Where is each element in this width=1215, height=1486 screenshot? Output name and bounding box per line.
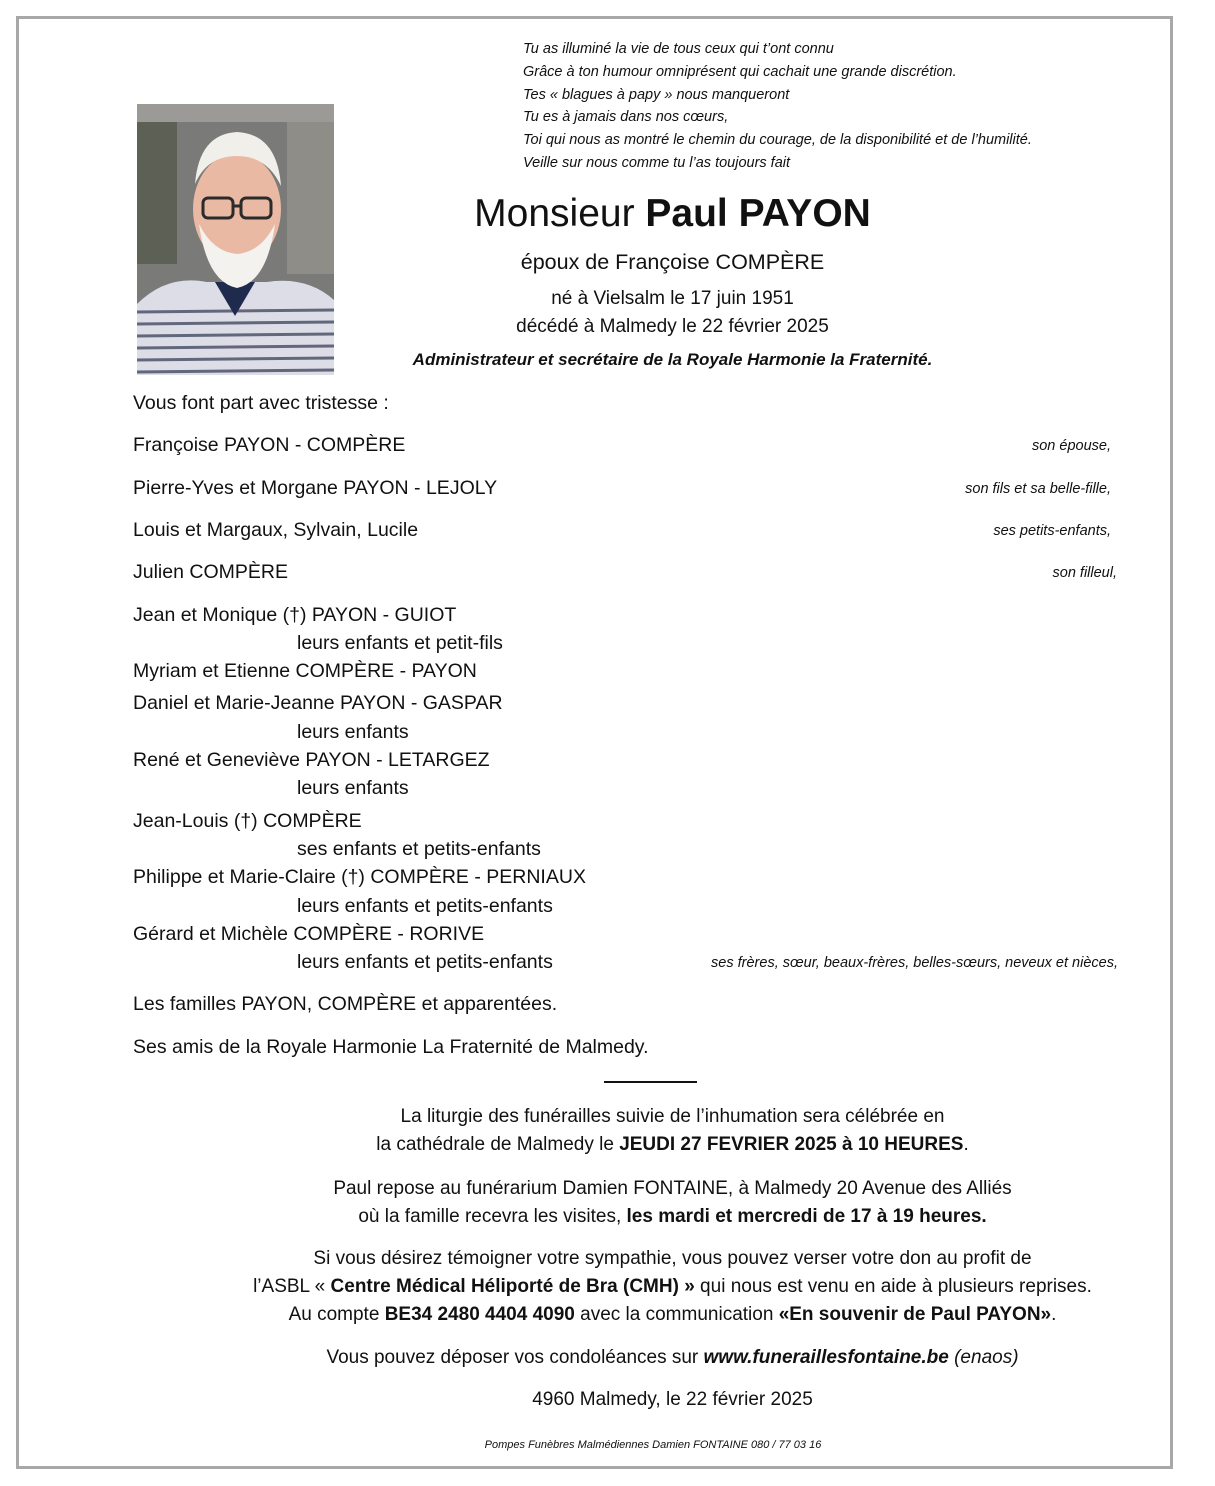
separator-line bbox=[604, 1081, 697, 1083]
family-member: leurs enfants et petits-enfants bbox=[297, 951, 553, 973]
family-member: Gérard et Michèle COMPÈRE - RORIVE bbox=[133, 923, 485, 945]
visitation-line: où la famille recevra les visites, les mardi et mercredi de 17 à 19 heures. bbox=[358, 1206, 987, 1227]
footer: Pompes Funèbres Malmédiennes Damien FONTAINE 080 / 77 03 16 bbox=[484, 1439, 822, 1451]
family-member: Pierre-Yves et Morgane PAYON - LEJOLY bbox=[133, 477, 498, 499]
condolences-line: Vous pouvez déposer vos condoléances sur www.funeraillesfontaine.be (enaos) bbox=[326, 1347, 1019, 1368]
poem-line: Tu as illuminé la vie de tous ceux qui t’ont connu bbox=[523, 41, 834, 57]
ceremony-line: la cathédrale de Malmedy le JEUDI 27 FEVRIER 2025 à 10 HEURES. bbox=[376, 1134, 969, 1155]
poem-line: Tu es à jamais dans nos cœurs, bbox=[523, 109, 729, 126]
condolences-link[interactable]: www.funeraillesfontaine.be bbox=[703, 1347, 949, 1368]
family-intro: Vous font part avec tristesse : bbox=[133, 392, 389, 414]
donation-line: l’ASBL « Centre Médical Héliporté de Bra (CMH) » qui nous est venu en aide à plusieurs reprises. bbox=[253, 1276, 1092, 1297]
family-member: Julien COMPÈRE bbox=[133, 561, 288, 583]
relation-label: son épouse, bbox=[1031, 438, 1111, 454]
family-member: Françoise PAYON - COMPÈRE bbox=[133, 434, 406, 456]
family-member: Jean-Louis (†) COMPÈRE bbox=[133, 810, 362, 832]
family-member: Ses amis de la Royale Harmonie La Fraternité de Malmedy. bbox=[133, 1036, 649, 1058]
role-line: Administrateur et secrétaire de la Royale Harmonie la Fraternité. bbox=[412, 350, 933, 369]
relation-label: son filleul, bbox=[1052, 565, 1117, 581]
family-member: René et Geneviève PAYON - LETARGEZ bbox=[133, 749, 490, 771]
death-line: décédé à Malmedy le 22 février 2025 bbox=[516, 316, 829, 337]
ceremony-line: La liturgie des funérailles suivie de l’inhumation sera célébrée en bbox=[400, 1106, 945, 1127]
family-member: Jean et Monique (†) PAYON - GUIOT bbox=[133, 604, 457, 626]
family-member: Philippe et Marie-Claire (†) COMPÈRE - PERNIAUX bbox=[133, 866, 586, 888]
deceased-name: Monsieur Paul PAYON bbox=[474, 192, 871, 235]
visitation-line: Paul repose au funérarium Damien FONTAINE, à Malmedy 20 Avenue des Alliés bbox=[333, 1178, 1012, 1199]
relation-label: ses frères, sœur, beaux-frères, belles-sœurs, neveux et nièces, bbox=[711, 955, 1118, 971]
spouse-line: époux de Françoise COMPÈRE bbox=[520, 250, 825, 274]
relation-label: son fils et sa belle-fille, bbox=[965, 481, 1111, 497]
donation-line: Au compte BE34 2480 4404 4090 avec la communication «En souvenir de Paul PAYON». bbox=[288, 1304, 1057, 1325]
relation-label: ses petits-enfants, bbox=[993, 523, 1111, 539]
family-member: leurs enfants bbox=[297, 777, 409, 799]
family-member: leurs enfants et petits-enfants bbox=[297, 895, 553, 917]
family-member: Louis et Margaux, Sylvain, Lucile bbox=[133, 519, 419, 541]
poem bbox=[523, 38, 1032, 175]
family-member: ses enfants et petits-enfants bbox=[297, 838, 541, 860]
poem-line: Grâce à ton humour omniprésent qui cachait une grande discrétion. bbox=[523, 63, 957, 80]
family-member: Myriam et Etienne COMPÈRE - PAYON bbox=[133, 660, 477, 682]
family-member: leurs enfants bbox=[297, 721, 409, 743]
place-date: 4960 Malmedy, le 22 février 2025 bbox=[532, 1389, 813, 1410]
poem-line: Veille sur nous comme tu l’as toujours fait bbox=[523, 154, 791, 171]
donation-line: Si vous désirez témoigner votre sympathie, vous pouvez verser votre don au profit de bbox=[313, 1248, 1032, 1269]
birth-line: né à Vielsalm le 17 juin 1951 bbox=[551, 288, 794, 309]
family-member: leurs enfants et petit-fils bbox=[297, 632, 503, 654]
family-member: Daniel et Marie-Jeanne PAYON - GASPAR bbox=[133, 692, 503, 714]
poem-line: Tes « blagues à papy » nous manqueront bbox=[523, 86, 790, 103]
family-member: Les familles PAYON, COMPÈRE et apparentées. bbox=[133, 993, 558, 1015]
poem-line: Toi qui nous as montré le chemin du courage, de la disponibilité et de l’humilité. bbox=[523, 132, 1032, 149]
